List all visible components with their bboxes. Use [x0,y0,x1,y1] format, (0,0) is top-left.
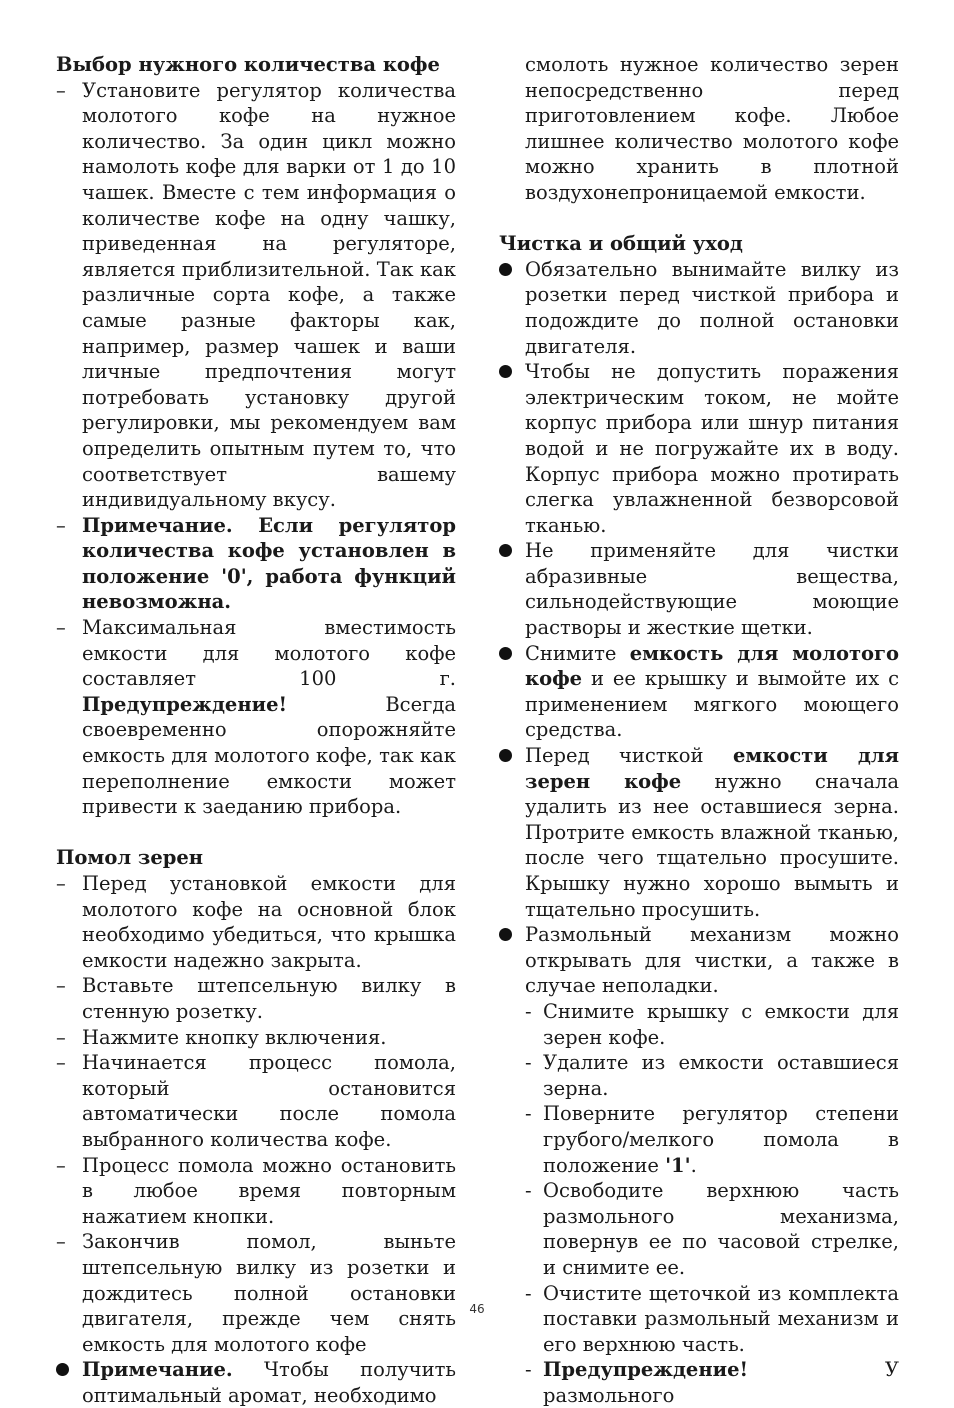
subdash-marker: - [525,1051,532,1075]
list-item [56,615,456,820]
warning-label: Предупреждение! [82,692,288,716]
list-item [499,641,899,743]
sub-list-item [499,1101,899,1178]
dash-marker: – [56,1051,66,1075]
list-item-text: Снимите [525,641,630,665]
list-item-text: Процесс помола можно остановить в любое время повторным нажатием кнопки. [82,1153,456,1228]
subdash-marker: - [525,1281,532,1305]
list-item-text: Размольный механизм можно открывать для чистки, а также в случае неполадки. [525,923,899,998]
warning-label: Предупреждение! [543,1358,749,1382]
list-item-text: У размольного [543,1358,899,1407]
emphasis-text: емкости для зерен кофе [525,744,899,793]
list-item-text: Чтобы получить оптимальный аромат, необходимо [82,1358,456,1407]
list-item [56,1025,456,1051]
subdash-marker: - [525,1102,532,1126]
list-item-text: Максимальная вместимость емкости для молотого кофе составляет 100 г. [82,616,456,691]
dash-marker: – [56,1230,66,1254]
sub-list-item [499,1050,899,1101]
list-item-text: Не применяйте для чистки абразивные вещества, сильнодействующие моющие растворы и жесткие щетки. [525,539,899,640]
list-item [499,922,899,999]
list-item [56,871,456,973]
list-item [499,359,899,538]
list-item [56,78,456,513]
note-text: Примечание. Если регулятор количества кофе установлен в положение '0', работа функций невозможна. [82,513,456,614]
section-gap [499,206,899,232]
sub-list-item [499,1178,899,1280]
list-item-text: . [690,1153,697,1177]
dash-marker: – [56,513,66,537]
subdash-marker: - [525,999,532,1023]
dash-marker: – [56,1025,66,1049]
list-item-text: Освободите верхнюю часть размольного механизма, повернув ее по часовой стрелке, и снимите ее. [543,1179,899,1279]
section-title-coffee-amount: Выбор нужного количества кофе [56,53,440,76]
bullet-dot-icon [499,743,519,769]
note-label: Примечание. [82,1358,233,1382]
dash-marker: – [56,78,66,102]
section-title-cleaning: Чистка и общий уход [499,232,743,256]
list-item-text: и ее крышку и вымойте их с применением мягкого моющего средства. [525,667,899,742]
section-gap [56,820,456,846]
list-item-text: Перед чисткой [525,744,733,768]
page-number: 46 [469,1302,485,1316]
emphasis-text: '1' [665,1153,691,1177]
list-item-text: Обязательно вынимайте вилку из розетки перед чисткой прибора и подождите до полной остановки двигателя. [525,257,899,358]
dash-marker: – [56,872,66,895]
bullet-dot-icon [499,359,519,385]
list-item-text: Удалите из емкости оставшиеся зерна. [543,1051,899,1100]
section-title-grinding: Помол зерен [56,846,204,870]
sub-list-item [499,999,899,1050]
sub-list-item [499,1281,899,1358]
list-item-text: Поверните регулятор степени грубого/мелкого помола в положение [543,1102,899,1177]
list-item-text: Закончив помол, выньте штепсельную вилку из розетки и дождитесь полной остановки двигателя, прежде чем снять емкость для молотого кофе [82,1230,456,1356]
right-column [499,52,899,1408]
bullet-dot-icon [499,641,519,667]
list-item [56,1229,456,1357]
sub-list-item [499,1357,899,1408]
list-item [56,513,456,615]
subdash-marker: - [525,1358,532,1382]
subdash-marker: - [525,1179,532,1203]
dash-marker: – [56,974,66,998]
list-item-text: Вставьте штепсельную вилку в стенную розетку. [82,974,456,1023]
bullet-dot-icon [499,257,519,283]
list-item [56,1050,456,1152]
left-column [56,52,456,1408]
list-item [56,1153,456,1230]
list-item-text: Всегда своевременно опорожняйте емкость для молотого кофе, так как переполнение емкости может привести к заеданию прибора. [82,692,456,819]
bullet-dot-icon [499,922,519,948]
bullet-dot-icon [499,538,519,564]
list-item [499,538,899,640]
dash-marker: – [56,1153,66,1177]
emphasis-text: емкость для молотого кофе [525,641,899,691]
list-item-text: нужно сначала удалить из нее оставшиеся зерна. Протрите емкость влажной тканью, после чего тщательно просушите. Крышку нужно хорошо вымыть и тщательно просушить. [525,769,899,921]
note-continuation: смолоть нужное количество зерен непосредственно перед приготовлением кофе. Любое лишнее количество молотого кофе можно хранить в плотной воздухонепроницаемой емкости. [525,53,899,204]
list-item [499,743,899,922]
list-item-text: Перед установкой емкости для молотого кофе на основной блок необходимо убедиться, что крышка емкости надежно закрыта. [82,872,456,972]
list-item-text: Начинается процесс помола, который остановится автоматически после помола выбранного количества кофе. [82,1051,456,1151]
bullet-dot-icon [56,1357,76,1383]
list-item-text: Снимите крышку с емкости для зерен кофе. [543,999,899,1049]
list-item [56,1357,456,1408]
list-item-text: Нажмите кнопку включения. [82,1025,387,1049]
list-item [56,973,456,1024]
list-item [499,257,899,359]
list-item-text: Очистите щеточкой из комплекта поставки размольный механизм и его верхнюю часть. [543,1281,899,1356]
list-item-text: Чтобы не допустить поражения электрическим током, не мойте корпус прибора или шнур питания водой и не погружайте их в воду. Корпус прибора можно протирать слегка увлажненной безворсовой тканью. [525,360,899,537]
dash-marker: – [56,616,66,640]
list-item-text: Установите регулятор количества молотого кофе на нужное количество. За один цикл можно намолоть кофе для варки от 1 до 10 чашек. Вместе с тем информация о количестве кофе на одну чашку, приведенная на регуляторе, является приблизительной. Так как различные сорта кофе, а также самые разные факторы как, например, размер чашек и ваши личные предпочтения могут потребовать установку другой регулировки, мы рекомендуем вам определить опытным путем то, что соответствует вашему индивидуальному вкусу. [82,78,456,512]
